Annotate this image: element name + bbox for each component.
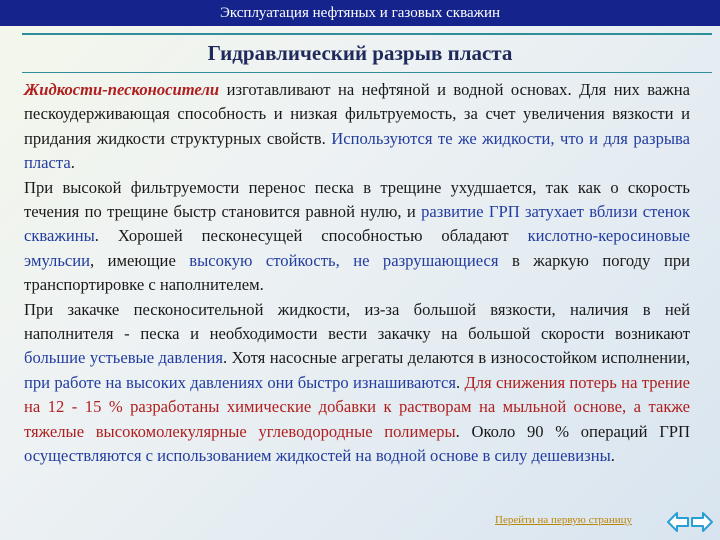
highlight-emulsions: кислотно-керосиновые эмульсии — [24, 226, 690, 270]
paragraph-filtration — [24, 176, 690, 298]
next-slide-button[interactable] — [690, 510, 714, 534]
term-sand-carrier-fluids: Жидкости-песконосители — [24, 80, 220, 99]
text-span: . Около 90 % операций ГРП — [455, 421, 690, 441]
paragraph-fluids — [24, 78, 690, 176]
highlight-wear: при работе на высоких давлениях они быстро изнашиваются — [24, 372, 456, 392]
highlight-water-based: осуществляются с использованием жидкостей на водной основе в силу дешевизны — [24, 446, 611, 466]
text-span: . — [70, 153, 75, 173]
text-span: . — [455, 372, 465, 392]
highlight-frac-fades: развитие ГРП затухает вблизи стенок скважины — [24, 202, 691, 246]
course-title: Эксплуатация нефтяных и газовых скважин — [219, 5, 501, 21]
highlight-same-fluids: Используются те же жидкости, что и для разрыва пласта — [24, 128, 690, 173]
divider-bottom — [22, 72, 712, 73]
text-span: в жаркую погоду при транспортировке с наполнителем. — [24, 250, 690, 295]
text-span: При закачке песконосительной жидкости, из-за большой вязкости, наличия в ней наполнителя - песка и необходимости вести закачку на большой скорости возникают — [24, 299, 690, 344]
text-span: , имеющие — [90, 250, 190, 270]
highlight-friction-additives: Для снижения потерь на трение на 12 - 15 % разработаны химические добавки к растворам на мыльной основе, а также тяжелые высокомолекулярные углеводородные полимеры — [24, 372, 690, 441]
prev-slide-button[interactable] — [666, 510, 690, 534]
text-span: изготавливают на нефтяной и водной основах. Для них важна пескоудерживающая способность и низкая фильтруемость, за счет увеличения вязкости и придания жидкости структурных свойств. — [24, 80, 690, 148]
text-span: . Хотя насосные агрегаты делаются в износостойком исполнении, — [223, 348, 690, 368]
header-bar — [0, 0, 720, 26]
text-span: . Хорошей песконесущей способностью обладают — [94, 226, 528, 246]
highlight-wellhead-pressure: большие устьевые давления — [24, 348, 223, 368]
arrow-right-icon — [690, 510, 714, 534]
arrow-left-icon — [666, 510, 690, 534]
slide-body — [24, 78, 690, 469]
first-page-link[interactable]: Перейти на первую страницу — [495, 514, 632, 526]
paragraph-pressures — [24, 298, 690, 469]
slide-title: Гидравлический разрыв пласта — [207, 41, 513, 65]
divider-top — [22, 33, 712, 35]
highlight-stability: высокую стойкость, не разрушающиеся — [189, 250, 499, 270]
text-span: При высокой фильтруемости перенос песка в трещине ухудшается, так как о скорость течения по трещине быстр становится равной нулю, и — [24, 177, 690, 222]
text-span: . — [610, 446, 615, 466]
